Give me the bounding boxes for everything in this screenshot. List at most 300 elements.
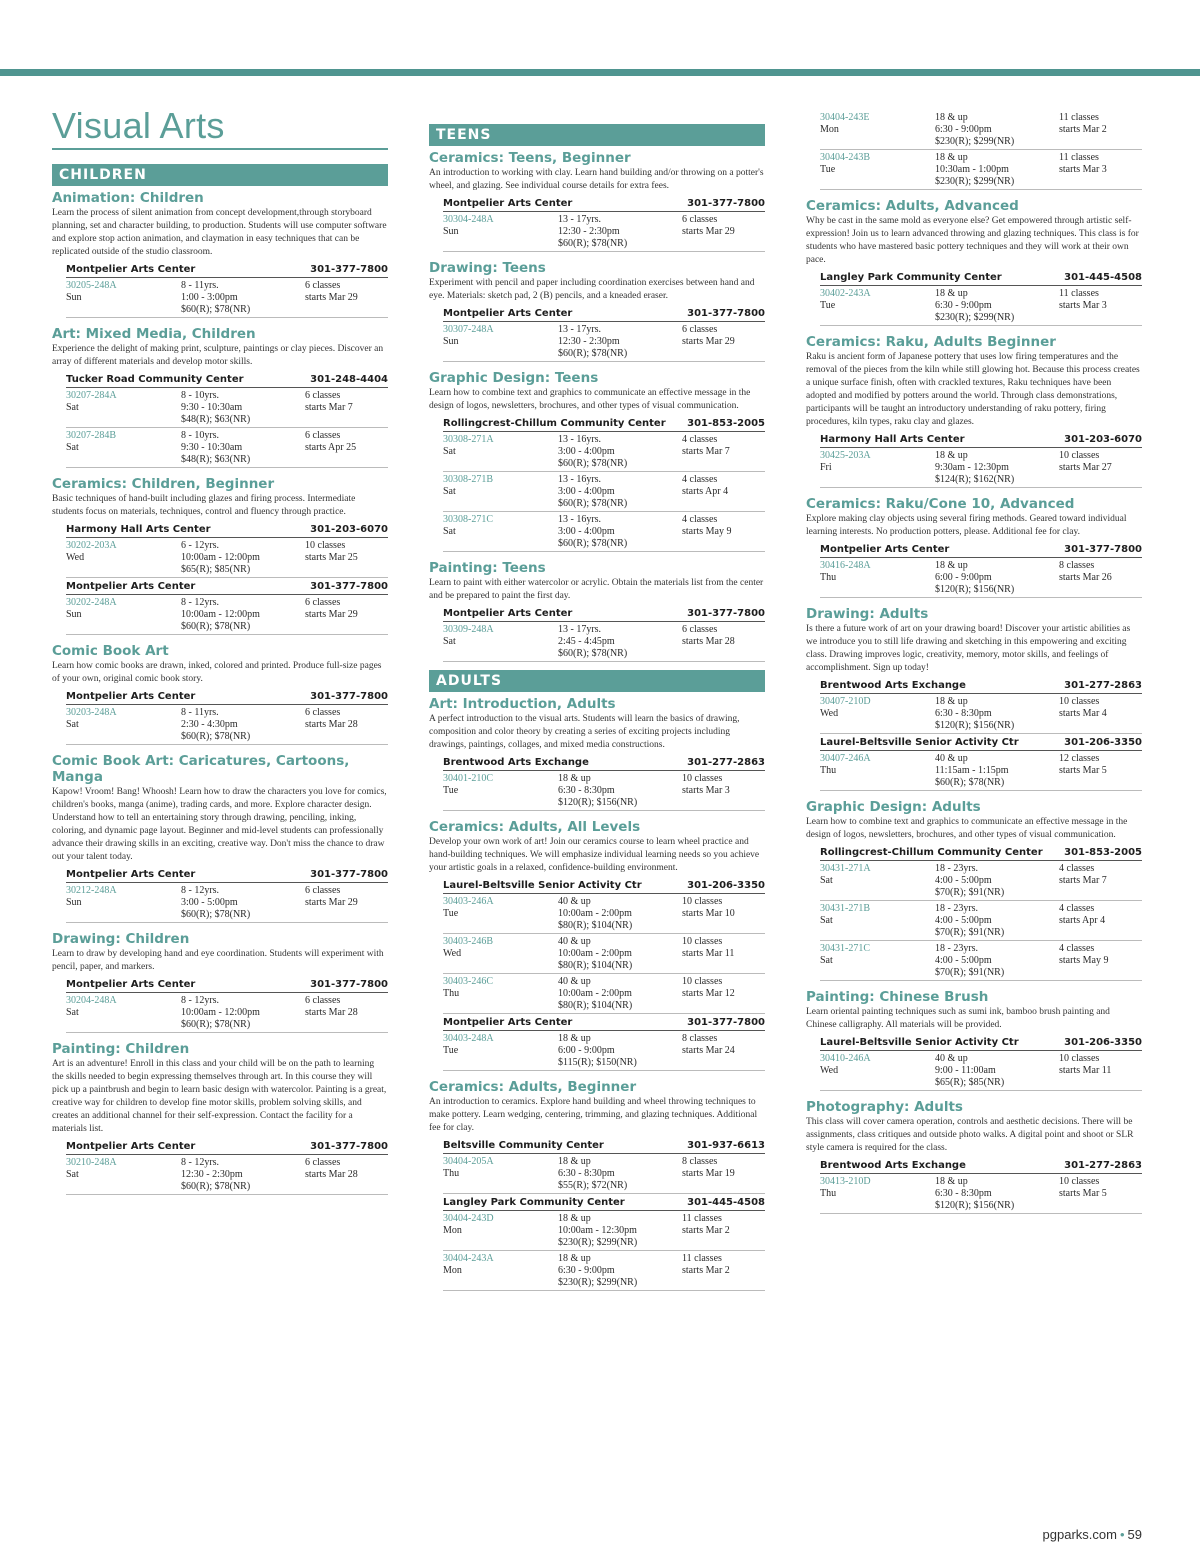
section-age: 18 & up <box>935 696 968 707</box>
course-description: Learn how comic books are drawn, inked, colored and printed. Produce full-size pages of your own, original comic book story. <box>52 661 382 684</box>
section-fee: $48(R); $63(NR) <box>181 414 251 425</box>
section-code-cell <box>820 560 935 596</box>
top-accent-bar <box>0 69 1200 76</box>
course-code: 30410-246A <box>820 1053 871 1064</box>
location-name: Tucker Road Community Center <box>66 374 244 385</box>
section-time: 6:30 - 8:30pm <box>558 1168 615 1179</box>
section-time-cell <box>558 324 682 360</box>
section-fee: $80(R); $104(NR) <box>558 920 633 931</box>
section-code-cell <box>820 696 935 732</box>
section-classes-cell <box>682 474 765 510</box>
section-start: starts Mar 26 <box>1059 572 1112 583</box>
section-start: starts Mar 10 <box>682 908 735 919</box>
course-block <box>429 260 765 362</box>
section-fee: $60(R); $78(NR) <box>181 1019 251 1030</box>
section-start: starts Mar 4 <box>1059 708 1107 719</box>
section-day: Sat <box>443 636 456 647</box>
section-time-cell <box>935 903 1059 939</box>
course-block <box>429 150 765 252</box>
course-description: Learn how to combine text and graphics to communicate an effective message in the design of logos, newsletters, brochures, and other types of visual communication. <box>429 388 751 411</box>
section-time-cell <box>558 1156 682 1192</box>
course-title: Drawing: Adults <box>806 606 929 622</box>
location-name: Montpelier Arts Center <box>443 608 573 619</box>
course-code: 30416-248A <box>820 560 871 571</box>
location-phone: 301-377-7800 <box>310 691 388 702</box>
section-classes-cell <box>305 540 388 576</box>
section-row <box>443 771 765 811</box>
section-classes: 6 classes <box>305 280 341 291</box>
section-classes-cell <box>682 773 765 809</box>
location-header <box>66 371 388 388</box>
location-phone: 301-377-7800 <box>310 979 388 990</box>
section-row <box>66 993 388 1033</box>
section-start: starts May 9 <box>682 526 732 537</box>
section-code-cell <box>820 753 935 789</box>
section-age: 18 & up <box>558 1156 591 1167</box>
section-classes: 6 classes <box>682 214 718 225</box>
section-day: Mon <box>820 124 839 135</box>
section-time: 3:00 - 5:00pm <box>181 897 238 908</box>
course-code: 30407-246A <box>820 753 871 764</box>
section-row <box>820 1174 1142 1214</box>
course-title: Comic Book Art <box>52 643 169 659</box>
section-code-cell <box>66 995 181 1031</box>
course-description: Kapow! Vroom! Bang! Whoosh! Learn how to draw the characters you love for comics, children's books, manga (anime), trading cards, and more. Explore character design. Understand how to tell an entertaining story through drawing, penciling, inking, coloring, and dynamic page layout. Beginner and mid-level students can professionally advance their drawing skills in an exciting, creative way. Don't miss the chance to draw out your talent today. <box>52 787 387 862</box>
section-row <box>66 595 388 635</box>
course-block <box>52 1041 388 1195</box>
section-classes: 6 classes <box>305 707 341 718</box>
course-title: Painting: Chinese Brush <box>806 989 989 1005</box>
section-classes: 10 classes <box>1059 1176 1100 1187</box>
section-day: Thu <box>443 988 460 999</box>
location-header <box>820 269 1142 286</box>
location-phone: 301-206-3350 <box>1064 737 1142 748</box>
course-code: 30307-248A <box>443 324 494 335</box>
section-classes: 4 classes <box>1059 943 1095 954</box>
section-code-cell <box>443 214 558 250</box>
location-name: Laurel-Beltsville Senior Activity Ctr <box>820 737 1019 748</box>
location-header <box>443 605 765 622</box>
section-time: 4:00 - 5:00pm <box>935 875 992 886</box>
section-classes-cell <box>1059 1176 1142 1212</box>
section-code-cell <box>443 624 558 660</box>
section-code-cell <box>820 863 935 899</box>
section-fee: $65(R); $85(NR) <box>181 564 251 575</box>
section-row <box>820 558 1142 598</box>
location-name: Montpelier Arts Center <box>66 264 196 275</box>
section-time: 10:00am - 12:00pm <box>181 1007 260 1018</box>
section-time: 10:00am - 2:00pm <box>558 908 632 919</box>
location-phone: 301-248-4404 <box>310 374 388 385</box>
course-description: An introduction to working with clay. Learn hand building and/or throwing on a potter's wheel, and glazing. See individual course details for extra fees. <box>429 168 764 191</box>
section-classes-cell <box>682 214 765 250</box>
section-day: Sat <box>820 875 833 886</box>
location-phone: 301-445-4508 <box>687 1197 765 1208</box>
course-description: Raku is ancient form of Japanese pottery that uses low firing temperatures and the removal of the pieces from the kiln while still glowing hot. Because this process creates a unique surface finish, often with crackled textures, Raku techniques have been adopted and modified by potters around the world. Through class demonstrations, participants will be taught an introductory understanding of raku pottery, firing procedures, kiln types, raku clay and glazes. <box>806 352 1140 427</box>
section-age: 8 - 12yrs. <box>181 995 220 1006</box>
location-phone: 301-445-4508 <box>1064 272 1142 283</box>
section-classes-cell <box>305 995 388 1031</box>
section-time: 6:00 - 9:00pm <box>558 1045 615 1056</box>
section-classes-cell <box>682 324 765 360</box>
section-day: Sat <box>66 719 79 730</box>
section-day: Sun <box>66 897 82 908</box>
section-day: Thu <box>820 1188 837 1199</box>
section-code-cell <box>443 936 558 972</box>
section-time-cell <box>558 976 682 1012</box>
location-name: Laurel-Beltsville Senior Activity Ctr <box>820 1037 1019 1048</box>
section-row <box>443 432 765 472</box>
section-fee: $70(R); $91(NR) <box>935 967 1005 978</box>
section-time: 10:00am - 12:00pm <box>181 552 260 563</box>
section-time-cell <box>181 1157 305 1193</box>
section-start: starts Mar 28 <box>682 636 735 647</box>
location-phone: 301-377-7800 <box>687 308 765 319</box>
location-name: Harmony Hall Arts Center <box>66 524 211 535</box>
course-code: 30402-243A <box>820 288 871 299</box>
section-time: 10:00am - 12:30pm <box>558 1225 637 1236</box>
location-phone: 301-377-7800 <box>687 198 765 209</box>
section-time: 6:00 - 9:00pm <box>935 572 992 583</box>
section-day: Thu <box>443 1168 460 1179</box>
location-phone: 301-277-2863 <box>687 757 765 768</box>
section-classes-cell <box>1059 560 1142 596</box>
course-title: Graphic Design: Teens <box>429 370 599 386</box>
course-title: Photography: Adults <box>806 1099 963 1115</box>
section-classes: 6 classes <box>305 597 341 608</box>
course-block <box>52 190 388 318</box>
section-start: starts Mar 29 <box>305 292 358 303</box>
section-day: Tue <box>443 1045 459 1056</box>
section-age: 13 - 17yrs. <box>558 324 602 335</box>
section-time-cell <box>935 450 1059 486</box>
course-title: Ceramics: Children, Beginner <box>52 476 275 492</box>
section-time: 10:00am - 2:00pm <box>558 988 632 999</box>
section-row <box>443 1211 765 1251</box>
course-code: 30203-248A <box>66 707 117 718</box>
section-row <box>820 901 1142 941</box>
section-classes: 6 classes <box>305 885 341 896</box>
location-header <box>443 1137 765 1154</box>
course-description: Art is an adventure! Enroll in this class and your child will be on the path to learning the skills needed to begin expressing themselves through art. In this course they will pick up a paintbrush and begin to learn basic design with watercolor. Painting is a great, creative way for children to develop fine motor skills, problem solving skills, and creates an additional channel for their self-expression. Contact the facility for a materials list. <box>52 1059 387 1134</box>
location-header <box>66 866 388 883</box>
section-classes: 11 classes <box>1059 288 1099 299</box>
section-code-cell <box>443 976 558 1012</box>
section-age: 13 - 16yrs. <box>558 514 602 525</box>
section-time-cell <box>181 540 305 576</box>
course-code: 30308-271C <box>443 514 493 525</box>
section-code-cell <box>66 280 181 316</box>
section-code-cell <box>443 773 558 809</box>
section-code-cell <box>820 112 935 148</box>
section-code-cell <box>443 1213 558 1249</box>
section-time: 3:00 - 4:00pm <box>558 486 615 497</box>
section-fee: $120(R); $156(NR) <box>935 584 1015 595</box>
section-start: starts Apr 4 <box>682 486 729 497</box>
section-day: Wed <box>820 708 839 719</box>
section-row <box>820 694 1142 734</box>
section-start: starts Mar 29 <box>682 336 735 347</box>
course-code: 30207-284A <box>66 390 117 401</box>
section-age: 18 & up <box>558 773 591 784</box>
section-row <box>443 472 765 512</box>
course-title: Ceramics: Raku, Adults Beginner <box>806 334 1056 350</box>
section-time: 6:30 - 9:00pm <box>935 124 992 135</box>
course-code: 30212-248A <box>66 885 117 896</box>
location-name: Brentwood Arts Exchange <box>443 757 589 768</box>
course-code: 30304-248A <box>443 214 494 225</box>
location-name: Brentwood Arts Exchange <box>820 1160 966 1171</box>
course-description: Learn to paint with either watercolor or acrylic. Obtain the materials list from the center and be prepared to paint the first day. <box>429 578 764 601</box>
section-age: 40 & up <box>935 753 968 764</box>
section-day: Tue <box>443 785 459 796</box>
course-code: 30404-243A <box>443 1253 494 1264</box>
section-classes-cell <box>1059 696 1142 732</box>
section-classes-cell <box>1059 1053 1142 1089</box>
section-day: Tue <box>820 164 836 175</box>
section-age: 13 - 17yrs. <box>558 214 602 225</box>
section-classes-cell <box>305 885 388 921</box>
location-phone: 301-853-2005 <box>687 418 765 429</box>
location-name: Laurel-Beltsville Senior Activity Ctr <box>443 880 642 891</box>
section-day: Tue <box>820 300 836 311</box>
location-name: Montpelier Arts Center <box>66 979 196 990</box>
course-title: Drawing: Children <box>52 931 190 947</box>
course-description: Why be cast in the same mold as everyone else? Get empowered through artistic self-expression! Join us to learn advanced throwing and glazing techniques. This class is for students who have mastered basic pottery techniques and they will work at their own pace. <box>806 216 1139 265</box>
course-description: Basic techniques of hand-built including glazes and firing process. Intermediate students focus on materials, techniques, control and fluency through practice. <box>52 494 356 517</box>
section-fee: $55(R); $72(NR) <box>558 1180 628 1191</box>
section-time: 6:30 - 8:30pm <box>935 708 992 719</box>
section-day: Sat <box>66 1007 79 1018</box>
section-code-cell <box>820 152 935 188</box>
section-time-cell <box>181 390 305 426</box>
course-code: 30431-271B <box>820 903 870 914</box>
section-row <box>443 212 765 252</box>
course-code: 30407-210D <box>820 696 871 707</box>
course-block <box>52 931 388 1033</box>
section-time-cell <box>181 885 305 921</box>
section-time: 12:30 - 2:30pm <box>181 1169 243 1180</box>
section-time-cell <box>558 434 682 470</box>
course-title: Painting: Teens <box>429 560 546 576</box>
section-age: 13 - 17yrs. <box>558 624 602 635</box>
page-title: Visual Arts <box>52 106 388 150</box>
section-code-cell <box>66 885 181 921</box>
section-start: starts Mar 28 <box>305 719 358 730</box>
section-time-cell <box>935 943 1059 979</box>
section-age: 8 - 12yrs. <box>181 1157 220 1168</box>
section-code-cell <box>820 1053 935 1089</box>
location-phone: 301-277-2863 <box>1064 680 1142 691</box>
section-day: Sat <box>66 402 79 413</box>
section-code-cell <box>443 514 558 550</box>
course-block <box>52 326 388 468</box>
location-name: Montpelier Arts Center <box>443 198 573 209</box>
section-age: 8 - 12yrs. <box>181 597 220 608</box>
section-day: Thu <box>820 572 837 583</box>
section-age: 18 & up <box>935 152 968 163</box>
course-code: 30210-248A <box>66 1157 117 1168</box>
location-phone: 301-377-7800 <box>310 264 388 275</box>
section-classes-cell <box>305 597 388 633</box>
location-phone: 301-277-2863 <box>1064 1160 1142 1171</box>
section-row <box>443 974 765 1014</box>
section-day: Sat <box>66 1169 79 1180</box>
course-block <box>806 496 1142 598</box>
section-row <box>820 448 1142 488</box>
location-name: Langley Park Community Center <box>820 272 1002 283</box>
section-age: 40 & up <box>935 1053 968 1064</box>
section-classes-cell <box>682 1033 765 1069</box>
section-age: 8 - 12yrs. <box>181 885 220 896</box>
section-fee: $60(R); $78(NR) <box>558 498 628 509</box>
section-start: starts May 9 <box>1059 955 1109 966</box>
section-day: Sat <box>443 526 456 537</box>
section-time: 6:30 - 8:30pm <box>558 785 615 796</box>
section-time-cell <box>935 1053 1059 1089</box>
section-time-cell <box>558 1253 682 1289</box>
section-fee: $60(R); $78(NR) <box>558 238 628 249</box>
section-classes: 8 classes <box>682 1033 718 1044</box>
section-fee: $230(R); $299(NR) <box>935 176 1015 187</box>
section-fee: $230(R); $299(NR) <box>935 136 1015 147</box>
course-title: Art: Mixed Media, Children <box>52 326 256 342</box>
section-time: 9:30am - 12:30pm <box>935 462 1009 473</box>
section-fee: $115(R); $150(NR) <box>558 1057 637 1068</box>
course-description: Explore making clay objects using several firing methods. Geared toward individual learning interests. No production potters, please. Additional fee for clay. <box>806 514 1127 537</box>
course-code: 30403-246C <box>443 976 493 987</box>
section-time-cell <box>181 280 305 316</box>
section-start: starts Mar 28 <box>305 1169 358 1180</box>
section-time-cell <box>181 430 305 466</box>
section-classes: 4 classes <box>682 514 718 525</box>
course-title: Comic Book Art: Caricatures, Cartoons, Manga <box>52 753 350 785</box>
location-phone: 301-377-7800 <box>310 581 388 592</box>
location-name: Montpelier Arts Center <box>820 544 950 555</box>
location-header <box>820 734 1142 751</box>
section-age: 8 - 11yrs. <box>181 280 219 291</box>
section-fee: $70(R); $91(NR) <box>935 927 1005 938</box>
section-time: 3:00 - 4:00pm <box>558 446 615 457</box>
course-description: Learn the process of silent animation from concept development,through storyboard planning, set and character building, to production. Students will use computer software and explore stop action animation, and claymation in easy techniques that can be replicated outside of the studio classroom. <box>52 208 387 257</box>
section-age: 8 - 10yrs. <box>181 390 220 401</box>
section-fee: $60(R); $78(NR) <box>558 538 628 549</box>
section-row <box>443 894 765 934</box>
location-name: Montpelier Arts Center <box>443 308 573 319</box>
section-time-cell <box>558 624 682 660</box>
section-time: 6:30 - 9:00pm <box>935 300 992 311</box>
section-band-adults: ADULTS <box>429 670 765 692</box>
location-phone: 301-377-7800 <box>310 869 388 880</box>
section-classes: 11 classes <box>1059 152 1099 163</box>
location-header <box>443 754 765 771</box>
course-code: 30413-210D <box>820 1176 871 1187</box>
section-time-cell <box>935 560 1059 596</box>
section-row <box>443 1251 765 1291</box>
course-description: Learn oriental painting techniques such as sumi ink, bamboo brush painting and Chinese calligraphy. All materials will be provided. <box>806 1007 1110 1030</box>
section-time-cell <box>558 214 682 250</box>
course-code: 30403-246A <box>443 896 494 907</box>
location-name: Montpelier Arts Center <box>66 869 196 880</box>
location-header <box>443 415 765 432</box>
section-time: 10:00am - 12:00pm <box>181 609 260 620</box>
section-start: starts Mar 12 <box>682 988 735 999</box>
section-start: starts Mar 2 <box>1059 124 1107 135</box>
course-code: 30431-271C <box>820 943 870 954</box>
section-fee: $70(R); $91(NR) <box>935 887 1005 898</box>
section-time: 10:30am - 1:00pm <box>935 164 1009 175</box>
section-classes: 6 classes <box>305 430 341 441</box>
section-code-cell <box>66 1157 181 1193</box>
section-code-cell <box>443 1156 558 1192</box>
location-phone: 301-937-6613 <box>687 1140 765 1151</box>
section-start: starts Mar 5 <box>1059 765 1107 776</box>
course-title: Art: Introduction, Adults <box>429 696 616 712</box>
section-classes-cell <box>305 390 388 426</box>
section-day: Fri <box>820 462 832 473</box>
section-start: starts Mar 24 <box>682 1045 735 1056</box>
section-code-cell <box>66 540 181 576</box>
location-header <box>443 305 765 322</box>
section-start: starts Apr 4 <box>1059 915 1106 926</box>
section-time: 2:45 - 4:45pm <box>558 636 615 647</box>
section-classes-cell <box>1059 943 1142 979</box>
section-code-cell <box>443 1253 558 1289</box>
section-age: 18 & up <box>935 450 968 461</box>
section-day: Thu <box>820 765 837 776</box>
section-fee: $60(R); $78(NR) <box>181 621 251 632</box>
section-time-cell <box>181 707 305 743</box>
section-code-cell <box>820 1176 935 1212</box>
section-row <box>443 322 765 362</box>
section-classes: 10 classes <box>682 936 723 947</box>
section-fee: $60(R); $78(NR) <box>558 458 628 469</box>
section-age: 18 - 23yrs. <box>935 943 979 954</box>
section-classes-cell <box>682 514 765 550</box>
location-name: Montpelier Arts Center <box>66 581 196 592</box>
section-classes-cell <box>305 280 388 316</box>
section-start: starts Mar 3 <box>1059 300 1107 311</box>
section-age: 8 - 10yrs. <box>181 430 220 441</box>
section-row <box>443 1154 765 1194</box>
section-start: starts Mar 29 <box>305 609 358 620</box>
course-code: 30202-248A <box>66 597 117 608</box>
location-phone: 301-377-7800 <box>687 1017 765 1028</box>
section-start: starts Mar 29 <box>682 226 735 237</box>
section-start: starts Mar 11 <box>1059 1065 1112 1076</box>
column-3 <box>806 110 1142 1222</box>
section-classes: 4 classes <box>682 474 718 485</box>
section-classes-cell <box>1059 903 1142 939</box>
location-phone: 301-203-6070 <box>1064 434 1142 445</box>
section-fee: $60(R); $78(NR) <box>181 909 251 920</box>
section-time: 11:15am - 1:15pm <box>935 765 1009 776</box>
course-title: Animation: Children <box>52 190 204 206</box>
section-code-cell <box>66 430 181 466</box>
section-fee: $230(R); $299(NR) <box>935 312 1015 323</box>
section-classes: 10 classes <box>1059 1053 1100 1064</box>
location-name: Montpelier Arts Center <box>66 691 196 702</box>
section-fee: $80(R); $104(NR) <box>558 960 633 971</box>
course-code: 30308-271B <box>443 474 493 485</box>
location-header <box>820 1157 1142 1174</box>
course-title: Painting: Children <box>52 1041 190 1057</box>
section-fee: $60(R); $78(NR) <box>181 1181 251 1192</box>
course-code: 30404-243B <box>820 152 870 163</box>
section-time: 3:00 - 4:00pm <box>558 526 615 537</box>
course-description: This class will cover camera operation, controls and aesthetic decisions. There will be assignments, class critiques and outside photo walks. A digital point and shoot or SLR style camera is required for the class. <box>806 1117 1134 1153</box>
section-time: 1:00 - 3:00pm <box>181 292 238 303</box>
